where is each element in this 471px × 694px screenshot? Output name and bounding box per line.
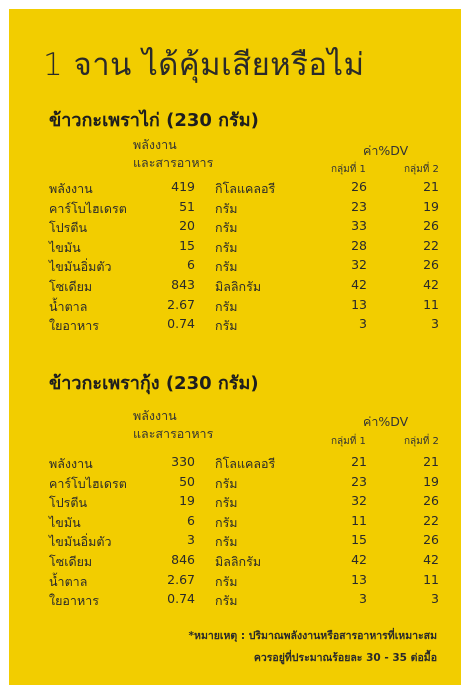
group1-header: กลุ่มที่ 1 [331, 436, 366, 447]
group1-header: กลุ่มที่ 1 [331, 164, 366, 175]
table-row [9, 277, 461, 297]
nutrient-name: น้ำตาล [49, 298, 88, 314]
nutrient-unit: กรัม [215, 534, 238, 550]
section-title-chicken: ข้าวกะเพราไก่ (230 กรัม) [49, 110, 259, 131]
nutrient-unit: มิลลิกรัม [215, 554, 262, 569]
nutrient-name: ไขมัน [49, 239, 81, 255]
nutrient-unit: กรัม [215, 475, 238, 491]
table-row [9, 474, 461, 494]
nutrient-value: 846 [171, 552, 195, 567]
nutrient-unit: กรัม [215, 239, 238, 255]
dv-group2-value: 19 [423, 198, 439, 214]
nutrient-name: คาร์โบไฮเดรต [49, 200, 127, 216]
nutrient-value: 843 [171, 277, 195, 292]
dv-group2-value: 19 [423, 473, 439, 489]
page-title: 1 จาน ได้คุ้มเสียหรือไม่ [43, 47, 365, 83]
dv-group2-value: 21 [423, 454, 439, 469]
dv-group1-value: 3 [359, 316, 367, 332]
nutrient-unit: กิโลแคลอรี [215, 456, 276, 471]
dv-group2-value: 22 [423, 512, 439, 528]
nutrient-header-line1: พลังงาน [133, 137, 177, 152]
nutrient-name: โปรตีน [49, 220, 88, 236]
nutrient-value: 2.67 [167, 571, 195, 587]
dv-group1-value: 33 [351, 218, 367, 234]
table-row [9, 513, 461, 533]
dv-group1-value: 32 [351, 493, 367, 509]
dv-group2-value: 21 [423, 179, 439, 194]
nutrient-name: พลังงาน [49, 181, 93, 196]
nutrient-header-line2: และสารอาหาร [133, 426, 214, 441]
dv-header: ค่า%DV [363, 414, 409, 429]
nutrient-unit: มิลลิกรัม [215, 279, 262, 294]
dv-group1-value: 42 [351, 277, 367, 292]
nutrient-unit: กรัม [215, 593, 238, 609]
nutrient-unit: กรัม [215, 318, 238, 334]
nutrient-value: 6 [187, 257, 195, 273]
nutrient-name: ไขมันอิ่มตัว [49, 259, 112, 275]
dv-group1-value: 21 [351, 454, 367, 469]
table-row [9, 572, 461, 592]
table-row [9, 238, 461, 258]
nutrient-value: 330 [171, 454, 195, 469]
dv-group1-value: 13 [351, 571, 367, 587]
table-row [9, 552, 461, 572]
dv-group2-value: 42 [423, 552, 439, 567]
nutrient-unit: กรัม [215, 514, 238, 530]
dv-group2-value: 26 [423, 218, 439, 234]
nutrient-value: 2.67 [167, 296, 195, 312]
dv-group2-value: 26 [423, 532, 439, 548]
nutrient-name: โซเดียม [49, 554, 93, 569]
nutrient-header-line1: พลังงาน [133, 408, 177, 423]
dv-group1-value: 23 [351, 473, 367, 489]
dv-group1-value: 11 [351, 512, 367, 528]
group2-header: กลุ่มที่ 2 [404, 436, 439, 447]
nutrient-name: โซเดียม [49, 279, 93, 294]
dv-group2-value: 26 [423, 493, 439, 509]
table-row [9, 532, 461, 552]
dv-group1-value: 23 [351, 198, 367, 214]
nutrient-value: 20 [179, 218, 195, 234]
dv-group2-value: 3 [431, 316, 439, 332]
nutrient-name: ไขมันอิ่มตัว [49, 534, 112, 550]
nutrient-value: 6 [187, 512, 195, 528]
dv-group1-value: 3 [359, 591, 367, 607]
table-row [9, 218, 461, 238]
dv-group2-value: 42 [423, 277, 439, 292]
nutrient-name: ใยอาหาร [49, 318, 99, 334]
nutrient-name: ใยอาหาร [49, 593, 99, 609]
table-row [9, 493, 461, 513]
dv-header: ค่า%DV [363, 143, 409, 158]
nutrient-value: 19 [179, 493, 195, 509]
note-line1: *หมายเหตุ : ปริมาณพลังงานหรือสารอาหารที่เหมาะสม [188, 630, 437, 642]
table-row [9, 454, 461, 474]
dv-group1-value: 42 [351, 552, 367, 567]
note-line2: ควรอยู่ที่ประมาณร้อยละ 30 - 35 ต่อมื้อ [253, 652, 437, 664]
nutrient-name: โปรตีน [49, 495, 88, 511]
group2-header: กลุ่มที่ 2 [404, 164, 439, 175]
nutrient-unit: กรัม [215, 298, 238, 314]
nutrient-unit: กรัม [215, 495, 238, 511]
table-row [9, 316, 461, 336]
table-row [9, 591, 461, 611]
dv-group2-value: 11 [423, 296, 439, 312]
dv-group1-value: 32 [351, 257, 367, 273]
nutrient-unit: กรัม [215, 220, 238, 236]
table-row [9, 179, 461, 199]
dv-group2-value: 22 [423, 237, 439, 253]
nutrient-value: 0.74 [167, 316, 195, 332]
nutrient-unit: กรัม [215, 573, 238, 589]
table-row [9, 199, 461, 219]
dv-group1-value: 15 [351, 532, 367, 548]
dv-group2-value: 26 [423, 257, 439, 273]
nutrient-unit: กรัม [215, 200, 238, 216]
dv-group1-value: 26 [351, 179, 367, 194]
nutrient-unit: กรัม [215, 259, 238, 275]
table-row [9, 297, 461, 317]
table-row [9, 257, 461, 277]
nutrient-value: 51 [179, 198, 195, 214]
dv-group2-value: 3 [431, 591, 439, 607]
nutrition-card [9, 9, 461, 685]
nutrient-value: 50 [179, 473, 195, 489]
nutrient-name: คาร์โบไฮเดรต [49, 475, 127, 491]
nutrient-value: 0.74 [167, 591, 195, 607]
nutrient-name: ไขมัน [49, 514, 81, 530]
dv-group1-value: 28 [351, 237, 367, 253]
nutrient-header-line2: และสารอาหาร [133, 155, 214, 170]
nutrient-unit: กิโลแคลอรี [215, 181, 276, 196]
dv-group1-value: 13 [351, 296, 367, 312]
nutrient-value: 15 [179, 237, 195, 253]
nutrient-value: 419 [171, 179, 195, 194]
section-title-shrimp: ข้าวกะเพรากุ้ง (230 กรัม) [49, 373, 259, 394]
dv-group2-value: 11 [423, 571, 439, 587]
nutrient-value: 3 [187, 532, 195, 548]
nutrient-name: พลังงาน [49, 456, 93, 471]
nutrient-name: น้ำตาล [49, 573, 88, 589]
